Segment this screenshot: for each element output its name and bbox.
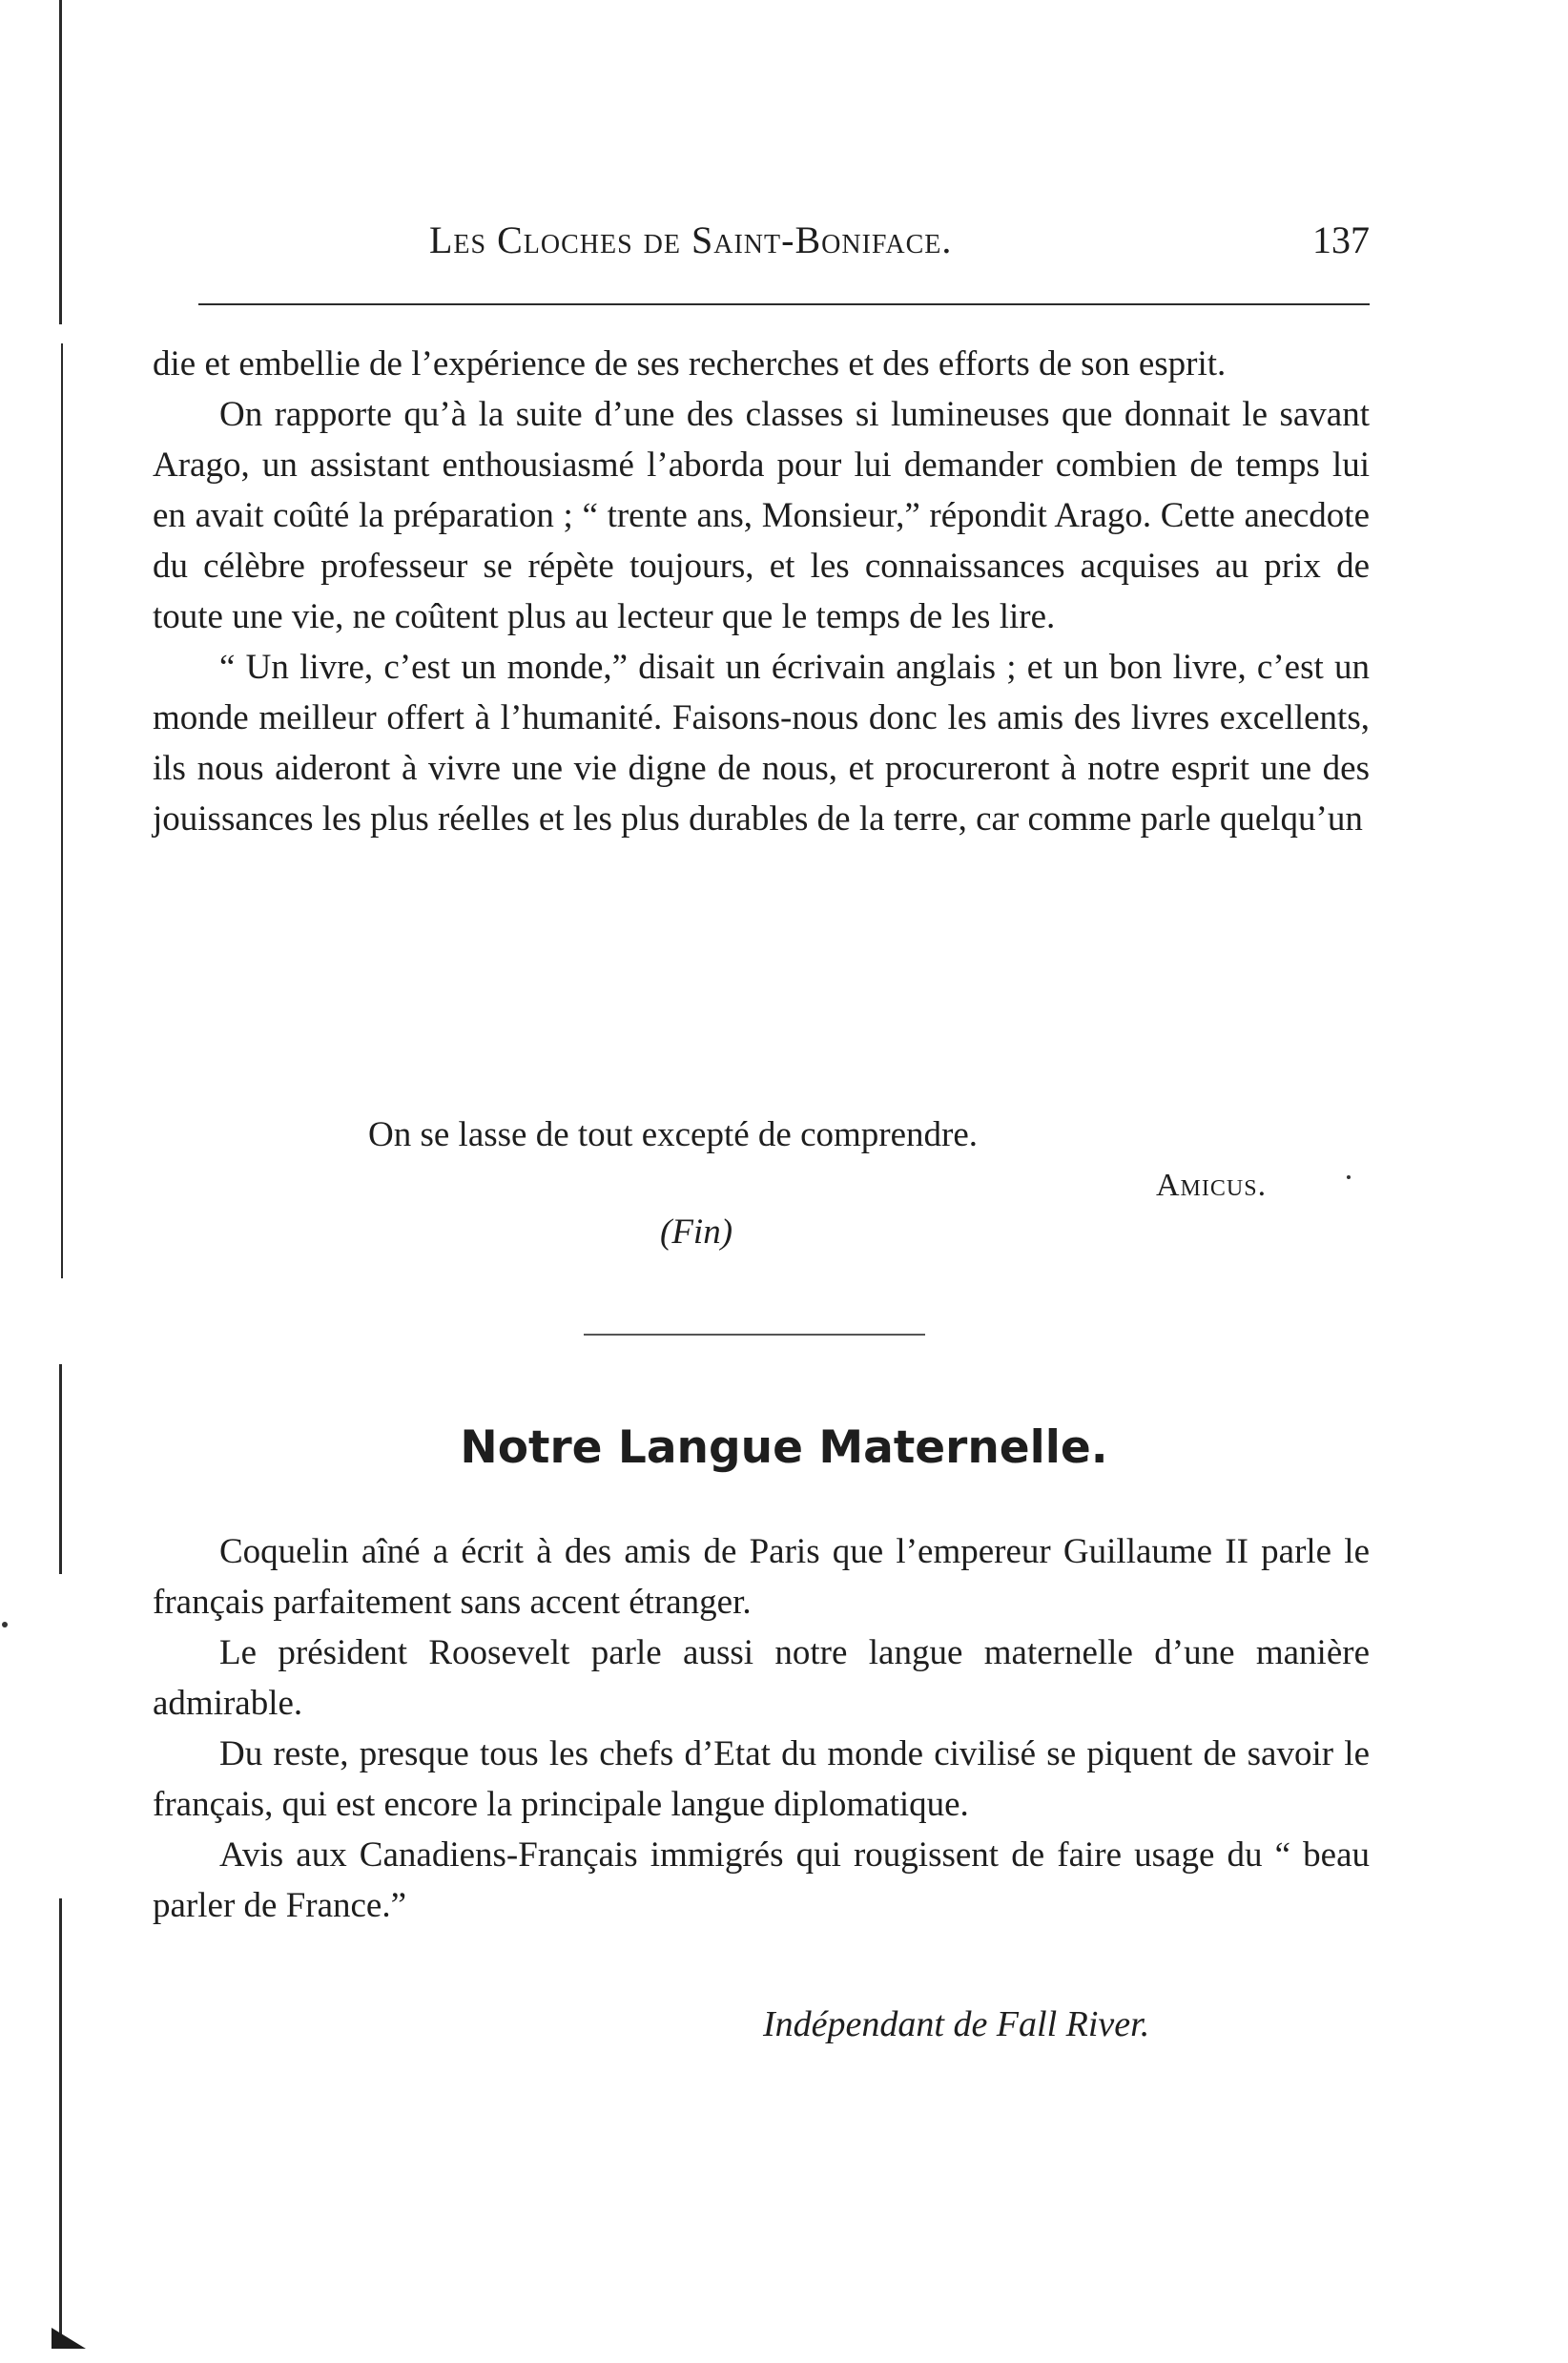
quotation: On se lasse de tout excepté de comprendre.	[368, 1115, 979, 1154]
article-title: Notre Langue Maternelle.	[460, 1421, 1108, 1474]
running-header	[153, 218, 1370, 275]
author-signature: Amicus.	[1156, 1168, 1268, 1203]
article-body	[153, 339, 1370, 844]
page-number: 137	[1312, 218, 1370, 261]
source-credit: Indépendant de Fall River.	[763, 2004, 1150, 2044]
scan-dot	[2, 1622, 8, 1627]
paragraph: Avis aux Canadiens-Français immigrés qui rougissent de faire usage du “ beau parler de France.”	[153, 1835, 1370, 1925]
section-divider	[584, 1334, 925, 1336]
paragraph: die et embellie de l’expérience de ses recherches et des efforts de son esprit.	[153, 344, 1227, 383]
header-rule	[198, 303, 1370, 305]
paragraph: Du reste, presque tous les chefs d’Etat du monde civilisé se piquent de savoir le français, qui est encore la principale langue diplomatique.	[153, 1734, 1370, 1824]
scan-edge-foot	[52, 2328, 86, 2349]
paragraph: “ Un livre, c’est un monde,” disait un écrivain anglais ; et un bon livre, c’est un monde meilleur offert à l’humanité. Faisons-nous donc les amis des livres excellents, ils nous aideront à vivre une vie digne de nous, et procureront à notre esprit une des jouissances les plus réelles et les plus durables de la terre, car comme parle quelqu’un	[153, 648, 1370, 839]
paragraph: Le président Roosevelt parle aussi notre langue maternelle d’une manière admirable.	[153, 1633, 1370, 1723]
scan-edge-line-top	[59, 0, 62, 324]
scan-edge-line-bottom	[59, 1898, 62, 2337]
paragraph: Coquelin aîné a écrit à des amis de Paris que l’empereur Guillaume II parle le français parfaitement sans accent étranger.	[153, 1532, 1370, 1622]
paragraph: On rapporte qu’à la suite d’une des classes si lumineuses que donnait le savant Arago, un assistant enthousiasmé l’aborda pour lui demander combien de temps lui en avait coûté la préparation ; “ trente ans, Monsieur,” répondit Arago. Cette anecdote du célèbre professeur se répète toujours, et les connaissances acquises au prix de toute une vie, ne coûtent plus au lecteur que le temps de les lire.	[153, 395, 1370, 636]
end-mark: (Fin)	[660, 1213, 733, 1252]
scan-dot	[1347, 1175, 1351, 1179]
article-body	[153, 1526, 1370, 1931]
scan-edge-line-upper	[61, 343, 63, 1278]
running-title: Les Cloches de Saint-Boniface.	[429, 218, 953, 261]
